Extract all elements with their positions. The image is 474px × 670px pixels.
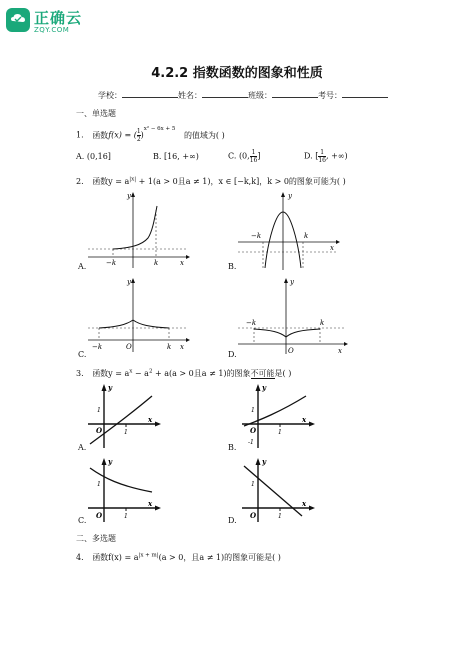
q2-graph-b bbox=[236, 190, 341, 272]
svg-text:−k: −k bbox=[92, 343, 103, 351]
svg-text:1: 1 bbox=[278, 429, 282, 436]
school-blank[interactable] bbox=[122, 88, 178, 98]
svg-text:x: x bbox=[148, 415, 153, 424]
svg-text:1: 1 bbox=[97, 481, 101, 488]
svg-text:y: y bbox=[262, 383, 267, 392]
q1-exponent: x² − 6x + 5 bbox=[143, 125, 176, 132]
q3-graph-b bbox=[240, 382, 316, 452]
class-label: 班级： bbox=[248, 91, 272, 100]
q2-option-b-label[interactable]: B. bbox=[228, 262, 237, 271]
q3-option-c-label[interactable]: C. bbox=[78, 516, 87, 525]
svg-text:1: 1 bbox=[97, 407, 101, 414]
svg-text:O: O bbox=[250, 426, 257, 435]
svg-text:O: O bbox=[96, 426, 103, 435]
q2-graph-a bbox=[86, 190, 191, 270]
svg-text:x: x bbox=[180, 259, 184, 267]
class-blank[interactable] bbox=[272, 88, 318, 98]
svg-text:k: k bbox=[167, 343, 172, 351]
svg-text:y: y bbox=[108, 383, 113, 392]
q2-graph-c bbox=[86, 276, 191, 356]
question-2: 2. 函数$y = a^{|x|} + 1(a > 0$且a ≠ 1)，x ∈ [−k,k]，k > 0的图象可能为( ) bbox=[76, 176, 346, 186]
school-label: 学校： bbox=[98, 91, 122, 100]
svg-text:k: k bbox=[154, 259, 159, 267]
svg-text:O: O bbox=[126, 343, 132, 351]
svg-text:x: x bbox=[302, 499, 307, 508]
info-line bbox=[98, 88, 388, 101]
q3-graph-d bbox=[240, 456, 316, 526]
brand-name: 正确云 bbox=[34, 9, 83, 27]
id-blank[interactable] bbox=[342, 88, 388, 98]
svg-text:y: y bbox=[127, 192, 131, 200]
cloud-check-icon bbox=[6, 8, 30, 32]
q1-option-b[interactable]: B. [16, +∞) bbox=[153, 152, 199, 161]
svg-text:O: O bbox=[288, 347, 294, 355]
q1-option-d[interactable]: D. [ $\frac{1}{16}$ , +∞) bbox=[304, 149, 348, 164]
q3-graph-c bbox=[86, 456, 162, 526]
svg-text:y: y bbox=[108, 457, 113, 466]
q1-pre: 函数 bbox=[92, 130, 109, 140]
question-3: 3. 函数$y = a^x - a^2 + a(a > 0$且a ≠ 1)的图象不可能是( ) bbox=[76, 368, 292, 378]
q2-option-c-label[interactable]: C. bbox=[78, 350, 87, 359]
svg-text:x: x bbox=[338, 347, 342, 355]
q1-post: 的值域为( ) bbox=[183, 130, 225, 140]
svg-text:O: O bbox=[250, 511, 257, 520]
q1-option-c[interactable]: C. (0, $\frac{1}{16}$ ] bbox=[228, 149, 261, 164]
q3-option-b-label[interactable]: B. bbox=[228, 443, 237, 452]
section-multiple-choice: 二、多选题 bbox=[76, 534, 116, 543]
svg-text:k: k bbox=[304, 232, 309, 240]
id-label: 考号： bbox=[318, 91, 342, 100]
q3-emphasis: 不可能 bbox=[250, 369, 275, 378]
svg-text:x: x bbox=[180, 343, 184, 351]
svg-text:1: 1 bbox=[124, 513, 128, 520]
svg-text:k: k bbox=[320, 319, 325, 327]
svg-text:1: 1 bbox=[251, 407, 255, 414]
svg-text:-1: -1 bbox=[248, 439, 254, 446]
question-1: 1. 函数f(x) = ( $\frac{1}{2}$ )$^{x^2 - 6x + 5}$ 的值域为( ) bbox=[76, 125, 225, 143]
brand-logo bbox=[6, 5, 102, 41]
question-4: 4. 函数$f(x) = a^{|x + m|}(a > 0$，且a ≠ 1)的图象可能是( ) bbox=[76, 552, 281, 562]
q1-fx: f(x) = ( bbox=[108, 130, 137, 140]
q2-option-d-label[interactable]: D. bbox=[228, 350, 237, 359]
page-title: 4.2.2 指数函数的图象和性质 bbox=[151, 66, 323, 81]
svg-text:1: 1 bbox=[251, 481, 255, 488]
name-label: 姓名： bbox=[178, 91, 202, 100]
q1-base-fraction: $\frac{1}{2}$ bbox=[136, 128, 141, 143]
svg-text:x: x bbox=[302, 415, 307, 424]
svg-text:O: O bbox=[96, 511, 103, 520]
q2-option-a-label[interactable]: A. bbox=[78, 262, 87, 271]
section-single-choice: 一、单选题 bbox=[76, 109, 116, 118]
svg-text:−k: −k bbox=[106, 259, 117, 267]
svg-text:−k: −k bbox=[246, 319, 257, 327]
q3-option-a-label[interactable]: A. bbox=[78, 443, 87, 452]
svg-text:y: y bbox=[288, 192, 292, 200]
svg-text:1: 1 bbox=[124, 429, 128, 436]
q3-option-d-label[interactable]: D. bbox=[228, 516, 237, 525]
q2-graph-d bbox=[236, 276, 348, 356]
q1-option-a[interactable]: A. (0,16] bbox=[76, 152, 111, 161]
svg-text:x: x bbox=[330, 244, 334, 252]
q1-number: 1. bbox=[76, 130, 84, 140]
svg-text:1: 1 bbox=[278, 513, 282, 520]
svg-text:−k: −k bbox=[251, 232, 262, 240]
svg-text:y: y bbox=[127, 278, 131, 286]
svg-text:y: y bbox=[262, 457, 267, 466]
name-blank[interactable] bbox=[202, 88, 248, 98]
svg-text:y: y bbox=[290, 278, 294, 286]
brand-domain: ZQY.COM bbox=[34, 26, 70, 34]
svg-text:x: x bbox=[148, 499, 153, 508]
q3-graph-a bbox=[86, 382, 162, 452]
